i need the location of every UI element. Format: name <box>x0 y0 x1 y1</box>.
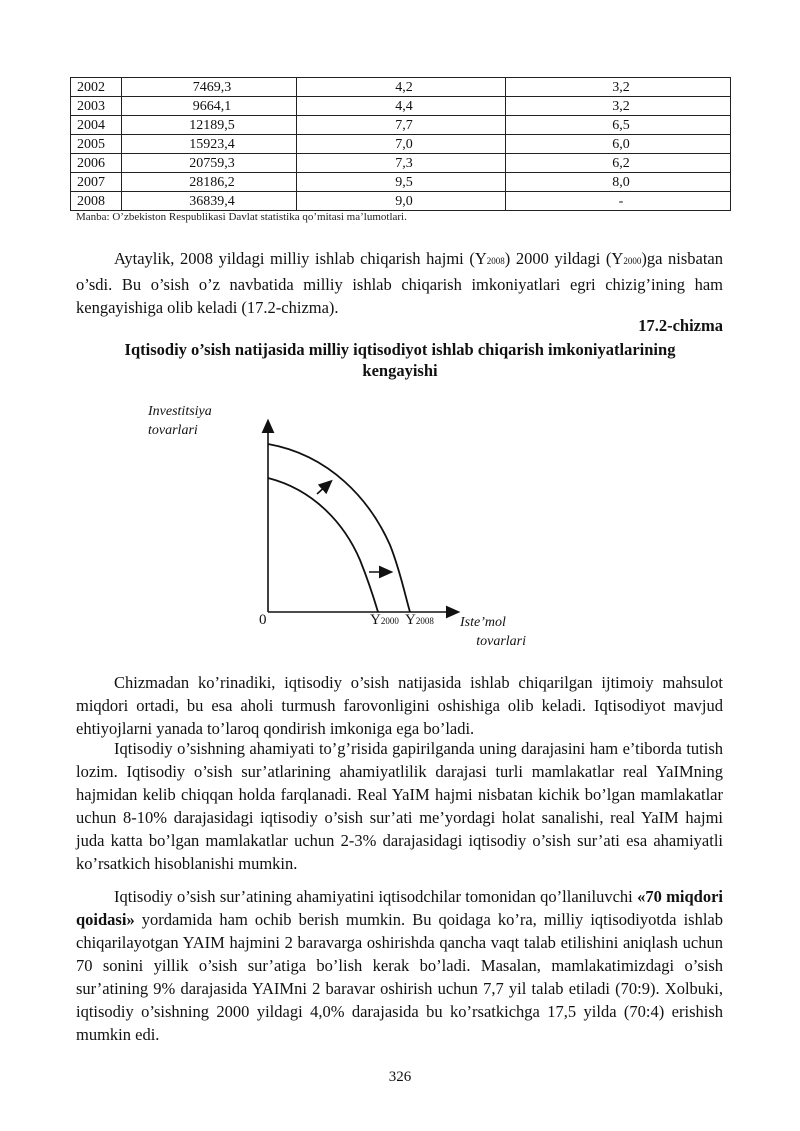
para4-text-2: yordamida ham ochib berish mumkin. Bu qoidaga ko’ra, milliy iqtisodiyotda ishlab chiqarilayotgan YAIM hajmini 2 baravarga oshirishda qancha vaqt talab etilishini aniqlash uchun 70 sonini yillik o’sish sur’atiga bo’lish kerak bo’ladi. Masalan, mamlakatimizdagi o’sish sur’atining 9% darajasida YAIMni 2 baravar oshirish uchun 7,7 yil talab etiladi (70:9). Xolbuki, iqtisodiy o’sishning 2000 yildagi 4,0% darajasida bu ko’rsatkichga 17,5 yilda (70:4) erishish mumkin edi. <box>76 910 723 1044</box>
figure-title: Iqtisodiy o’sish natijasida milliy iqtisodiyot ishlab chiqarish imkoniyatlarining kengayishi <box>124 340 676 380</box>
rule-of-70-term: «70 miqdori qoidasi» <box>76 887 723 929</box>
table-cell: 2005 <box>71 135 122 154</box>
para1-sub-2008: 2008 <box>486 256 505 266</box>
x-axis-label-line2: tovarlari <box>476 634 526 649</box>
table-cell: 2007 <box>71 173 122 192</box>
para2-text: Chizmadan ko’rinadiki, iqtisodiy o’sish natijasida ishlab chiqarilgan ijtimoiy mahsulot miqdori ortadi, bu esa aholi turmush farovonligini oshishiga olib keladi. Iqtisodiyot mavjud ehtiyojlarni yanada to’laroq qondirish imkoniga ega bo’ladi. <box>76 673 723 738</box>
shift-arrow-diagonal <box>317 484 328 494</box>
y2008-letter: Y <box>405 612 416 628</box>
y-axis-label <box>148 402 212 440</box>
table-cell: 3,2 <box>506 78 731 97</box>
y-axis-label-line1: Investitsiya <box>148 404 212 419</box>
para3-text: Iqtisodiy o’sishning ahamiyati to’g’risida gapirilganda uning darajasini ham e’tiborda tutish lozim. Iqtisodiy o’sish sur’atlarining ahamiyatlilik darajasi turli mamlakatlar real YaIMning hajmidan kelib chiqqan holda farqlanadi. Real YaIM hajmi nisbatan kichik bo’lgan mamlakatlar uchun 8-10% darajasidagi iqtisodiy o’sish sur’ati me’yordagi holat sanalishi, real YaIM hajmi juda katta bo’lgan mamlakatlar uchun 2-3% darajasidagi iqtisodiy o’sish sur’ati esa ahamiyatli ko’rsatkich hisoblanishi mumkin. <box>76 739 723 873</box>
para1-text-3: )ga nisbatan o’sdi. Bu o’sish o’z navbatida milliy ishlab chiqarish imkoniyatlari egri chizig’ining ham kengayishiga olib keladi (17.2-chizma). <box>76 249 724 317</box>
figure-number: 17.2-chizma <box>638 316 723 335</box>
ppf-curve-2008 <box>268 444 410 612</box>
para1-text-2: ) 2000 yildagi (Y <box>504 249 624 268</box>
table-cell: 9,5 <box>297 173 506 192</box>
para1-sub-2000: 2000 <box>623 256 642 266</box>
table-cell: 6,0 <box>506 135 731 154</box>
x-axis-label <box>460 613 526 651</box>
y2000-letter: Y <box>370 612 381 628</box>
paragraph-growth-importance <box>76 737 723 875</box>
paragraph-rule-of-70 <box>76 885 723 1046</box>
table-cell: 12189,5 <box>122 116 297 135</box>
table-cell: 2004 <box>71 116 122 135</box>
x-axis-label-line1: Iste’mol <box>460 615 506 630</box>
para1-text-1: Aytaylik, 2008 yildagi milliy ishlab chiqarish hajmi (Y <box>114 249 487 268</box>
table-cell: 20759,3 <box>122 154 297 173</box>
table-cell: 2003 <box>71 97 122 116</box>
table-cell: 7,0 <box>297 135 506 154</box>
table-cell: 6,2 <box>506 154 731 173</box>
y2008-sub: 2008 <box>415 616 434 626</box>
page-number: 326 <box>388 1069 412 1085</box>
table-cell: 7,3 <box>297 154 506 173</box>
table-cell: 15923,4 <box>122 135 297 154</box>
table-cell: 9664,1 <box>122 97 297 116</box>
paragraph-figure-explanation <box>76 671 723 740</box>
table-cell: 7469,3 <box>122 78 297 97</box>
table-cell: 4,4 <box>297 97 506 116</box>
table-cell: 3,2 <box>506 97 731 116</box>
y2008-label <box>405 612 434 629</box>
y2000-sub: 2000 <box>380 616 399 626</box>
table-cell: 8,0 <box>506 173 731 192</box>
table-cell: 6,5 <box>506 116 731 135</box>
table-cell: 2008 <box>71 192 122 211</box>
table-cell: 2006 <box>71 154 122 173</box>
table-cell: 4,2 <box>297 78 506 97</box>
table-cell: 36839,4 <box>122 192 297 211</box>
table-cell: 9,0 <box>297 192 506 211</box>
table-cell: 28186,2 <box>122 173 297 192</box>
table-cell: - <box>506 192 731 211</box>
para4-text-1: Iqtisodiy o’sish sur’atining ahamiyatini iqtisodchilar tomonidan qo’llaniluvchi <box>114 887 638 906</box>
table-source-note: Manba: O’zbekiston Respublikasi Davlat statistika qo’mitasi ma’lumotlari. <box>76 211 407 223</box>
origin-label: 0 <box>259 612 267 628</box>
table-cell: 2002 <box>71 78 122 97</box>
table-cell: 7,7 <box>297 116 506 135</box>
y2000-label <box>370 612 399 629</box>
y-axis-label-line2: tovarlari <box>148 423 198 438</box>
